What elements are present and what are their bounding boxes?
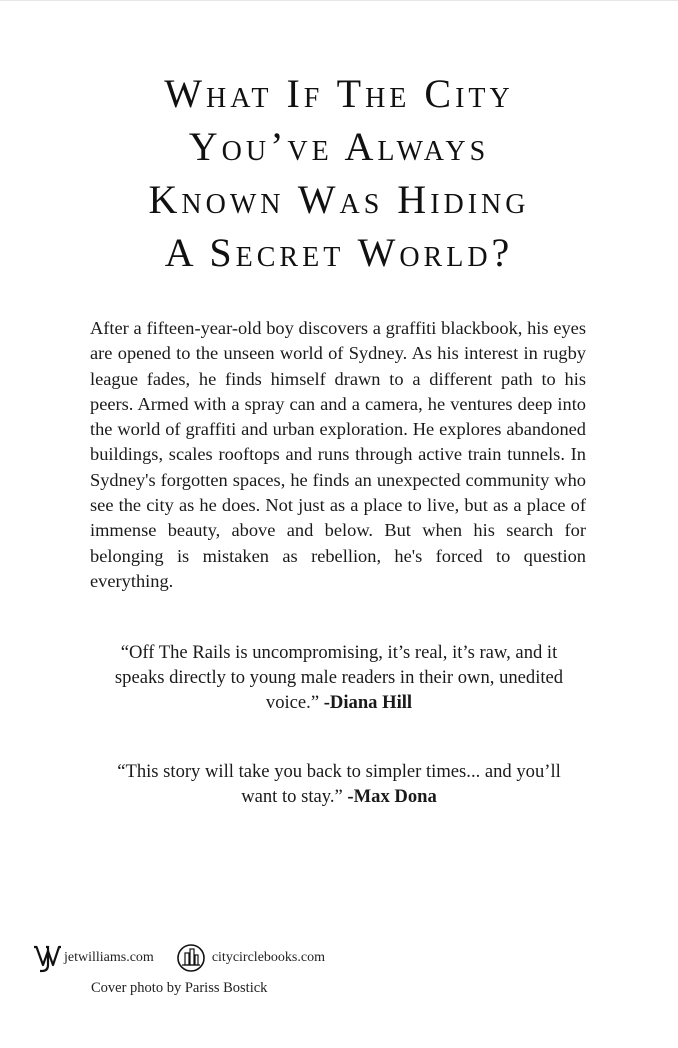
publisher-link-citycircle[interactable] xyxy=(176,943,325,973)
publisher-url-citycircle: citycirclebooks.com xyxy=(211,950,325,965)
credit-photographer: Pariss Bostick xyxy=(184,980,268,996)
city-circle-logo-icon xyxy=(176,943,206,973)
headline xyxy=(60,67,618,279)
headline-line-4: A Secret World? xyxy=(164,230,514,275)
cover-photo-credit xyxy=(91,980,267,997)
headline-line-1: What If The City xyxy=(164,71,514,116)
publisher-links xyxy=(32,941,347,975)
publisher-url-jetwilliams: jetwilliams.com xyxy=(64,950,154,965)
review-quote-1-attribution: -Diana Hill xyxy=(323,692,413,713)
publisher-link-jetwilliams[interactable] xyxy=(32,943,154,973)
credit-prefix: Cover photo by xyxy=(91,980,182,996)
headline-line-3: Known Was Hiding xyxy=(148,177,530,222)
review-quote-2-text: “This story will take you back to simpler times... and you’ll want to stay.” xyxy=(117,761,561,807)
jw-logo-icon xyxy=(32,943,62,973)
review-quote-2 xyxy=(100,759,578,809)
review-quote-1 xyxy=(100,640,578,715)
review-quote-2-attribution: -Max Dona xyxy=(347,786,437,807)
review-quote-1-text: “Off The Rails is uncompromising, it’s real, it’s raw, and it speaks directly to young male readers in their own, unedited voice.” xyxy=(114,642,564,713)
headline-line-2: You’ve Always xyxy=(188,124,490,169)
book-blurb: After a fifteen-year-old boy discovers a graffiti blackbook, his eyes are opened to the unseen world of Sydney. As his interest in rugby league fades, he finds himself drawn to a different path to his peers. Armed with a spray can and a camera, he ventures deep into the world of graffiti and urban exploration. He explores abandoned buildings, scales rooftops and runs through active train tunnels. In Sydney's forgotten spaces, he finds an unexpected community who see the city as he does. Not just as a place to live, but as a place of immense beauty, above and below. But when his search for belonging is mistaken as rebellion, he's forced to question everything. xyxy=(90,318,586,591)
